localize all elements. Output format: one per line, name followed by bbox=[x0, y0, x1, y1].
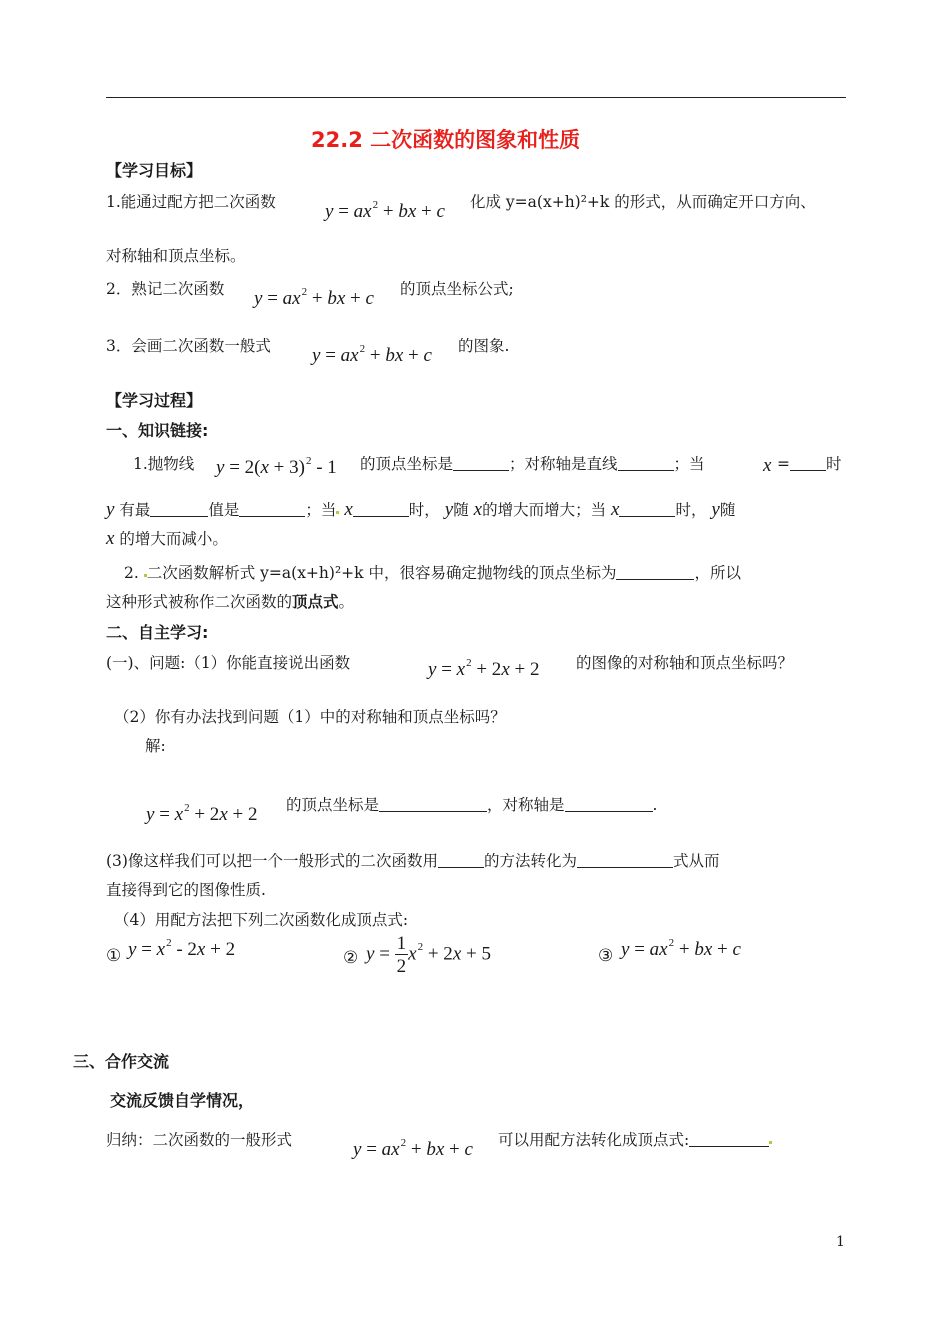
var-x: x bbox=[344, 499, 353, 520]
answer-blank[interactable] bbox=[790, 456, 826, 471]
answer-blank[interactable] bbox=[438, 853, 484, 868]
var-y: y bbox=[106, 499, 115, 520]
formula-f1-answer: $y = x^2 + 2x + 2$ bbox=[146, 802, 258, 825]
section-knowledge-link: 一、知识链接: bbox=[106, 421, 209, 440]
p3-a: (3)像这样我们可以把一个一般形式的二次函数用 bbox=[106, 852, 438, 870]
question-2-line1 bbox=[124, 561, 741, 583]
formula-exercise-3: $y = ax^2$ + bx + c bbox=[621, 937, 741, 960]
formula-general-1: $y = ax^2$ + bx + c bbox=[325, 199, 445, 222]
answer-blank[interactable] bbox=[353, 502, 409, 517]
equals-sign: = bbox=[777, 455, 790, 473]
formula-exercise-2: y = $\frac{1}{2}$ $x^2 + 2x + 5$ bbox=[366, 933, 491, 977]
answer-blank[interactable] bbox=[577, 853, 673, 868]
answer-blank[interactable] bbox=[239, 502, 305, 517]
page-title: 22.2 二次函数的图象和性质 bbox=[311, 128, 581, 152]
exchange-label: 交流反馈自学情况， bbox=[110, 1091, 255, 1110]
q1-line2-c: ；当 bbox=[305, 501, 337, 519]
var-x: x bbox=[473, 499, 483, 520]
q1-line2-a: 有最 bbox=[119, 501, 151, 519]
objective-3-text: 3．会画二次函数一般式 bbox=[106, 337, 271, 355]
summary-post bbox=[498, 1128, 772, 1150]
page-number: 1 bbox=[836, 1234, 845, 1250]
question-1-line3 bbox=[106, 527, 228, 550]
answer-blank[interactable] bbox=[453, 456, 509, 471]
var-y: y bbox=[444, 499, 454, 520]
problem-1-text: (一)、问题:（1）你能直接说出函数 bbox=[106, 654, 351, 672]
q1-line2-b: 值是 bbox=[208, 501, 240, 519]
q1-line2-f: 的增大而增大；当 bbox=[482, 501, 607, 519]
objective-1-line2: 对称轴和顶点坐标。 bbox=[106, 247, 246, 265]
question-1-line1-end bbox=[777, 452, 842, 474]
formula-general-3: $y = ax^2$ + bx + c bbox=[312, 343, 432, 366]
answer-blank[interactable] bbox=[565, 797, 653, 812]
answer-blank[interactable] bbox=[689, 1132, 769, 1147]
question-1-vertex-label: 的顶点坐标是 bbox=[360, 455, 454, 473]
q2-line2-a: 这种形式被称作二次函数的 bbox=[106, 593, 293, 611]
problem-4-text: （4）用配方法把下列二次函数化成顶点式: bbox=[114, 911, 409, 929]
answer-blank[interactable] bbox=[616, 565, 694, 580]
summary-text: 归纳：二次函数的一般形式 bbox=[106, 1131, 293, 1149]
problem-1-post: 的图像的对称轴和顶点坐标吗？ bbox=[576, 654, 794, 672]
var-x: x bbox=[611, 499, 620, 520]
exercise-2-marker: ② bbox=[343, 948, 359, 968]
problem-3-line1 bbox=[106, 849, 720, 871]
p2-vertex-label: 的顶点坐标是 bbox=[286, 796, 380, 814]
q1-line2-g: 时， bbox=[675, 501, 707, 519]
question-1-line2 bbox=[106, 498, 735, 522]
question-1-prefix: 1.抛物线 bbox=[133, 455, 195, 473]
var-x: x bbox=[106, 528, 115, 549]
fraction-half: $\frac{1}{2}$ bbox=[396, 933, 407, 977]
problem-2-text: （2）你有办法找到问题（1）中的对称轴和顶点坐标吗？ bbox=[114, 708, 506, 726]
var-y: y bbox=[711, 499, 720, 520]
objective-1-continuation: 化成 y=a(x+h)²+k 的形式，从而确定开口方向、 bbox=[470, 193, 816, 211]
question-1-axis-label: ；对称轴是直线 bbox=[509, 455, 618, 473]
question-1-line1-rest bbox=[360, 452, 705, 474]
formula-general-4: $y = ax^2$ + bx + c bbox=[353, 1137, 473, 1160]
question-2-line2 bbox=[106, 590, 354, 612]
question-1-time-label: 时 bbox=[826, 455, 842, 473]
q2-text: 二次函数解析式 y=a(x+h)²+k 中，很容易确定抛物线的顶点坐标为 bbox=[146, 564, 617, 582]
exercise-1-marker: ① bbox=[106, 946, 122, 966]
mark-dot bbox=[336, 511, 339, 514]
exchange-text bbox=[110, 1088, 254, 1111]
p3-c: 式从而 bbox=[672, 852, 720, 870]
objectives-heading: 【学习目标】 bbox=[106, 161, 203, 180]
vertex-form-term: 顶点式 bbox=[292, 593, 339, 611]
section-cooperation: 三、合作交流 bbox=[73, 1052, 170, 1071]
q1-line2-d: 时， bbox=[408, 501, 440, 519]
formula-general-2: $y = ax^2$ + bx + c bbox=[254, 286, 374, 309]
problem-3-line2: 直接得到它的图像性质. bbox=[106, 881, 266, 899]
solution-label: 解: bbox=[145, 737, 166, 755]
exercise-3-marker: ③ bbox=[598, 946, 614, 966]
section-self-study: 二、自主学习: bbox=[106, 623, 209, 642]
summary-label: 可以用配方法转化成顶点式: bbox=[498, 1131, 690, 1149]
q1-line3: 的增大而减小。 bbox=[119, 530, 228, 548]
q2-prefix: 2. bbox=[124, 564, 139, 582]
q2-end: ，所以 bbox=[694, 564, 741, 582]
objective-3-post: 的图象. bbox=[458, 337, 510, 355]
question-1-when-label: ；当 bbox=[673, 455, 705, 473]
answer-blank[interactable] bbox=[618, 456, 674, 471]
answer-blank[interactable] bbox=[150, 502, 208, 517]
q1-line2-e: 随 bbox=[453, 501, 469, 519]
objective-2-post: 的顶点坐标公式; bbox=[400, 280, 514, 298]
formula-f1: $y = x^2 + 2x + 2$ bbox=[428, 657, 540, 680]
problem-2-answer bbox=[286, 793, 657, 815]
question-1-line1 bbox=[133, 452, 194, 474]
header-rule bbox=[106, 97, 846, 98]
p3-b: 的方法转化为 bbox=[483, 852, 577, 870]
objective-2-text: 2．熟记二次函数 bbox=[106, 280, 225, 298]
answer-blank[interactable] bbox=[379, 797, 487, 812]
p2-axis-label: ，对称轴是 bbox=[487, 796, 565, 814]
q2-line2-c: 。 bbox=[338, 593, 355, 611]
formula-parabola: $y = 2(x + 3)^2 - 1$ bbox=[216, 455, 337, 478]
objective-1-text: 1.能通过配方把二次函数 bbox=[106, 193, 276, 211]
p2-period: . bbox=[652, 796, 658, 814]
answer-blank[interactable] bbox=[619, 502, 675, 517]
process-heading: 【学习过程】 bbox=[106, 391, 203, 410]
var-x: x bbox=[763, 455, 772, 476]
mark-dot bbox=[769, 1141, 772, 1144]
formula-exercise-1: $y = x^2 - 2x + 2$ bbox=[128, 937, 236, 960]
q1-line2-h: 随 bbox=[719, 501, 736, 519]
